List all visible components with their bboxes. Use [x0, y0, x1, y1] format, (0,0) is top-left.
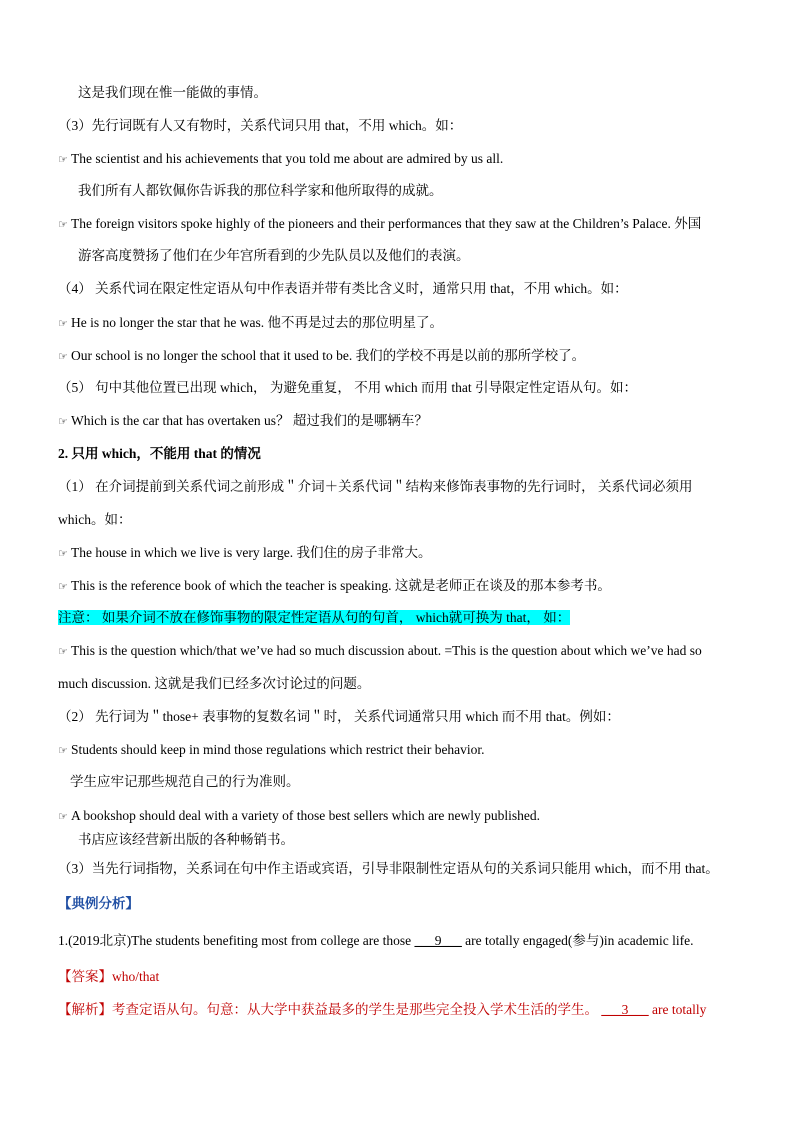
- note-highlight: 就可换为: [448, 610, 503, 625]
- pointing-hand-icon: ☞: [58, 580, 68, 593]
- example-sentence: He is no longer the star that he was. 他不再是过去的那位明星了。: [71, 315, 443, 330]
- question-text: 1.(2019北京)The students benefiting most from college are those: [58, 933, 415, 948]
- rule-3-heading: （3）当先行词指物，关系词在句中作主语或宾语，引导非限制性定语从句的关系词只能用 which，而不用 that。: [58, 861, 719, 876]
- example-sentence: Our school is no longer the school that it used to be. 我们的学校不再是以前的那所学校了。: [71, 348, 586, 363]
- example-sentence: The scientist and his achievements that you told me about are admired by us all.: [71, 151, 504, 166]
- example-sentence: Students should keep in mind those regulations which restrict their behavior.: [71, 742, 485, 757]
- example-line: [58, 543, 754, 564]
- section-heading: 2. 只用 which，不能用 that 的情况: [58, 446, 261, 461]
- pointing-hand-icon: ☞: [58, 415, 68, 428]
- example-line: [58, 214, 754, 235]
- pointing-hand-icon: ☞: [58, 317, 68, 330]
- rule-4-heading: （4） 关系代词在限定性定语从句中作表语并带有类比含义时，通常只用 that，不用 which。如：: [58, 281, 628, 296]
- pointing-hand-icon: ☞: [58, 645, 68, 658]
- example-analysis-heading: 【典例分析】: [58, 896, 139, 911]
- analysis-text: 【解析】考查定语从句。句意：从大学中获益最多的学生是那些完全投入学术生活的学生。: [58, 1002, 598, 1017]
- example-line: [58, 346, 754, 367]
- example-line-cont: much discussion. 这就是我们已经多次讨论过的问题。: [58, 676, 371, 691]
- rule-3-heading: （3）先行词既有人又有物时，关系代词只用 that，不用 which。如：: [58, 118, 463, 133]
- question-text: are totally engaged(参与)in academic life.: [461, 933, 694, 948]
- translation-line: 我们所有人都钦佩你告诉我的那位科学家和他所取得的成就。: [78, 183, 443, 198]
- example-line: [58, 740, 754, 761]
- note-line: [58, 608, 754, 628]
- example-sentence: Which is the car that has overtaken us？ 超过我们的是哪辆车？: [71, 413, 428, 428]
- rule-1-heading-cont: which。如：: [58, 512, 132, 527]
- example-line: [58, 576, 754, 597]
- example-sentence: A bookshop should deal with a variety of those best sellers which are newly published.: [71, 808, 541, 823]
- pointing-hand-icon: ☞: [58, 547, 68, 560]
- translation-line: 书店应该经营新出版的各种畅销书。: [78, 832, 294, 847]
- example-line: [58, 313, 754, 334]
- example-line: [58, 806, 754, 827]
- analysis-line: [58, 1000, 754, 1020]
- question-line: [58, 931, 754, 951]
- rule-1-heading: （1） 在介词提前到关系代词之前形成＂介词＋关系代词＂结构来修饰表事物的先行词时， 关系代词必须用: [58, 479, 693, 494]
- note-highlight: that， 如：: [502, 610, 571, 625]
- example-line: [58, 411, 754, 432]
- example-sentence: The house in which we live is very large. 我们住的房子非常大。: [71, 545, 432, 560]
- pointing-hand-icon: ☞: [58, 153, 68, 166]
- pointing-hand-icon: ☞: [58, 810, 68, 823]
- note-highlight: 注意： 如果介词不放在修饰事物的限定性定语从句的句首， which: [58, 610, 449, 625]
- example-sentence: This is the reference book of which the teacher is speaking. 这就是老师正在谈及的那本参考书。: [71, 578, 611, 593]
- example-line: [58, 149, 754, 170]
- pointing-hand-icon: ☞: [58, 350, 68, 363]
- rule-5-heading: （5） 句中其他位置已出现 which， 为避免重复， 不用 which 而用 that 引导限定性定语从句。如：: [58, 380, 637, 395]
- example-line: [58, 641, 754, 662]
- text-line: 这是我们现在惟一能做的事情。: [78, 85, 267, 100]
- example-sentence: The foreign visitors spoke highly of the pioneers and their performances that they saw at the Children’s Palace. 外国: [71, 216, 702, 231]
- rule-2-heading: （2） 先行词为＂those+ 表事物的复数名词＂时， 关系代词通常只用 which 而不用 that。例如：: [58, 709, 620, 724]
- translation-line: 游客高度赞扬了他们在少年宫所看到的少先队员以及他们的表演。: [78, 248, 470, 263]
- example-sentence: This is the question which/that we’ve had so much discussion about. =This is the question about which we’ve had so: [71, 643, 702, 658]
- answer-blank: ___3___: [601, 1002, 649, 1017]
- answer-value: who/that: [112, 969, 160, 984]
- answer-line: [58, 967, 754, 987]
- analysis-text: are totally: [648, 1002, 707, 1017]
- pointing-hand-icon: ☞: [58, 218, 68, 231]
- translation-line: 学生应牢记那些规范自己的行为准则。: [70, 774, 300, 789]
- answer-blank: ___9___: [414, 933, 462, 948]
- pointing-hand-icon: ☞: [58, 744, 68, 757]
- answer-label: 【答案】: [58, 969, 112, 984]
